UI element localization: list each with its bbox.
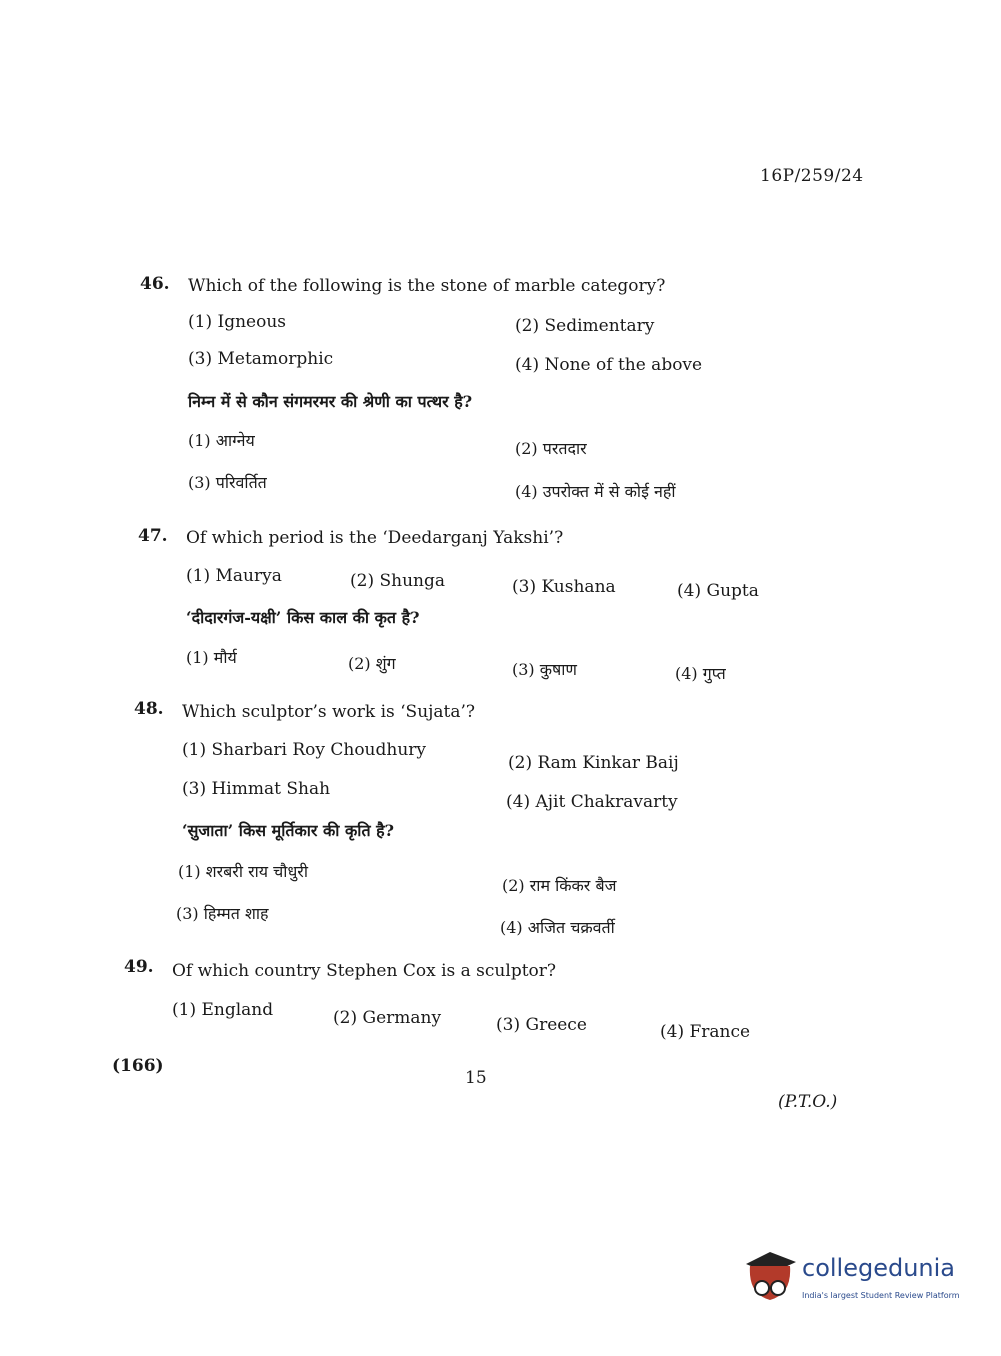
- brand-name: collegedunia: [802, 1254, 956, 1282]
- option-en-1: (1) Sharbari Roy Choudhury: [182, 740, 427, 760]
- question-text-hi: निम्न में से कौन संगमरमर की श्रेणी का पत्थर है?: [188, 392, 473, 411]
- option-en-1: (1) England: [172, 1000, 274, 1020]
- question-number: 47.: [138, 526, 168, 546]
- question-text-hi: ‘दीदारगंज-यक्षी’ किस काल की कृत है?: [186, 608, 420, 627]
- option-hi-2: (2) राम किंकर बैज: [502, 876, 617, 895]
- option-en-2: (2) Sedimentary: [515, 316, 655, 336]
- paper-code: 16P/259/24: [760, 166, 864, 186]
- question-text-en: Of which period is the ‘Deedarganj Yakshi’?: [186, 528, 564, 548]
- option-hi-1: (1) शरबरी राय चौधुरी: [178, 862, 308, 881]
- option-en-1: (1) Maurya: [186, 566, 282, 586]
- mascot-icon: [740, 1244, 800, 1310]
- option-en-4: (4) France: [660, 1022, 751, 1042]
- option-en-4: (4) Gupta: [677, 581, 759, 601]
- question-text-en: Of which country Stephen Cox is a sculptor?: [172, 961, 557, 981]
- brand-tagline: India's largest Student Review Platform: [802, 1291, 960, 1300]
- question-text-en: Which of the following is the stone of marble category?: [188, 276, 666, 296]
- option-hi-2: (2) परतदार: [515, 439, 587, 458]
- option-en-2: (2) Shunga: [350, 571, 445, 591]
- option-hi-2: (2) शुंग: [348, 654, 396, 673]
- question-number: 46.: [140, 274, 170, 294]
- option-hi-1: (1) मौर्य: [186, 648, 237, 667]
- question-number: 48.: [134, 699, 164, 719]
- pto-label: (P.T.O.): [778, 1092, 838, 1112]
- option-hi-4: (4) गुप्त: [675, 664, 726, 683]
- collegedunia-logo: [740, 1244, 970, 1314]
- option-hi-3: (3) कुषाण: [512, 660, 577, 679]
- option-hi-3: (3) हिम्मत शाह: [176, 904, 269, 923]
- option-en-3: (3) Kushana: [512, 577, 616, 597]
- page-number: 15: [465, 1068, 487, 1088]
- option-en-2: (2) Germany: [333, 1008, 442, 1028]
- question-number: 49.: [124, 957, 154, 977]
- option-en-3: (3) Himmat Shah: [182, 779, 331, 799]
- set-code: (166): [112, 1056, 164, 1076]
- option-en-4: (4) Ajit Chakravarty: [506, 792, 678, 812]
- option-hi-1: (1) आग्नेय: [188, 431, 255, 450]
- option-en-3: (3) Metamorphic: [188, 349, 334, 369]
- option-en-3: (3) Greece: [496, 1015, 587, 1035]
- option-hi-4: (4) अजित चक्रवर्ती: [500, 918, 615, 937]
- option-en-4: (4) None of the above: [515, 355, 703, 375]
- option-en-2: (2) Ram Kinkar Baij: [508, 753, 679, 773]
- question-text-hi: ‘सुजाता’ किस मूर्तिकार की कृति है?: [182, 821, 394, 840]
- option-hi-4: (4) उपरोक्त में से कोई नहीं: [515, 482, 676, 501]
- option-hi-3: (3) परिवर्तित: [188, 473, 267, 492]
- option-en-1: (1) Igneous: [188, 312, 286, 332]
- question-text-en: Which sculptor’s work is ‘Sujata’?: [182, 702, 476, 722]
